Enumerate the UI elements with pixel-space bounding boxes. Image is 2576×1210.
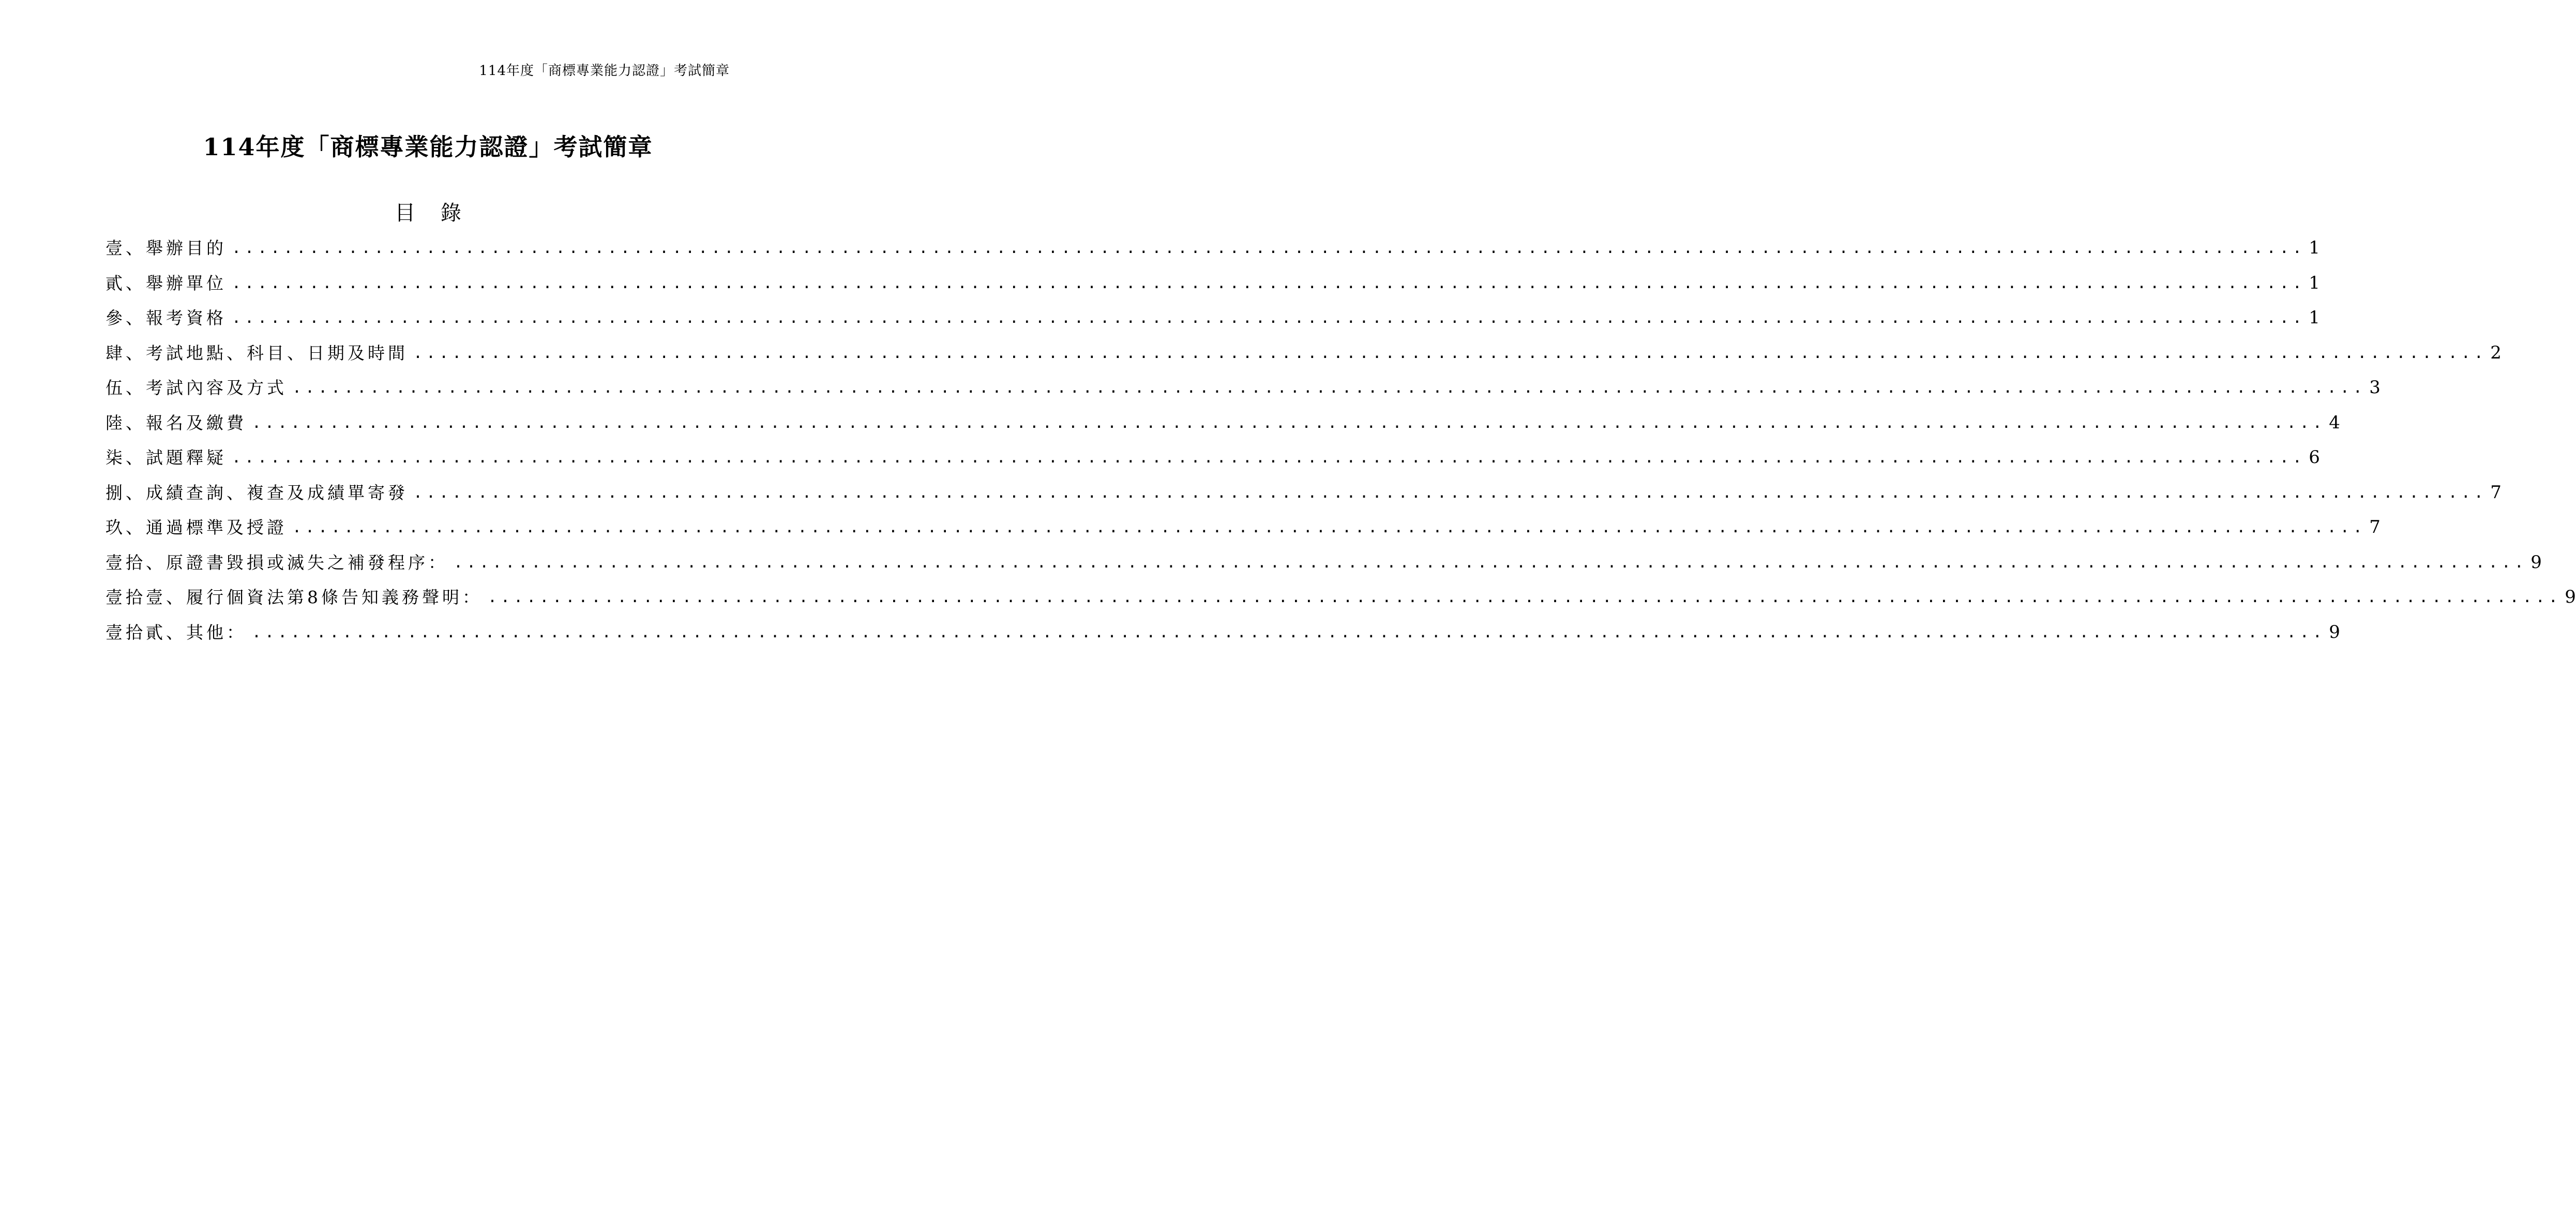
toc-entry[interactable] <box>106 406 2340 441</box>
toc-page-number: 9 <box>2530 551 2542 573</box>
toc-heading <box>0 197 856 226</box>
toc-page-number: 3 <box>2369 377 2381 398</box>
toc-entry[interactable] <box>106 545 2542 580</box>
toc-dot-leader: ................................................................................................................................................................ <box>252 623 2326 641</box>
toc-entry-label: 貳、舉辦單位 <box>106 273 227 293</box>
toc-page-number: 7 <box>2490 482 2502 503</box>
toc-entry-label: 陸、報名及繳費 <box>106 412 247 433</box>
toc-page-number: 2 <box>2490 342 2502 363</box>
toc-entry[interactable] <box>106 266 2320 301</box>
toc-entry[interactable] <box>106 440 2320 475</box>
toc-dot-leader: ................................................................................................................................................................ <box>292 518 2366 536</box>
toc-page-number: 1 <box>2309 307 2320 328</box>
toc-entry[interactable] <box>106 336 2502 371</box>
toc-entry[interactable] <box>106 475 2502 511</box>
toc-heading-char: 目 <box>395 201 416 225</box>
toc-page-number: 1 <box>2309 237 2320 258</box>
toc-entry-label: 壹拾壹、履行個資法第8條告知義務聲明： <box>106 587 483 607</box>
toc-heading-char: 錄 <box>440 201 461 225</box>
toc-entry[interactable] <box>106 231 2320 266</box>
toc-page-number: 4 <box>2329 412 2340 433</box>
toc-entry-label: 柒、試題釋疑 <box>106 447 227 468</box>
toc-page-number: 6 <box>2309 447 2320 468</box>
table-of-contents <box>106 231 2576 650</box>
toc-entry-label: 伍、考試內容及方式 <box>106 378 287 398</box>
toc-entry-label: 捌、成績查詢、複查及成績單寄發 <box>106 482 408 503</box>
toc-dot-leader: ................................................................................................................................................................ <box>454 553 2527 572</box>
toc-entry-label: 玖、通過標準及授證 <box>106 517 287 537</box>
toc-entry[interactable] <box>106 510 2381 545</box>
toc-dot-leader: ................................................................................................................................................................ <box>232 239 2306 257</box>
toc-dot-leader: ................................................................................................................................................................ <box>252 413 2326 432</box>
toc-dot-leader: ................................................................................................................................................................ <box>232 274 2306 292</box>
toc-entry[interactable] <box>106 370 2381 406</box>
running-header: 114年度「商標專業能力認證」考試簡章 <box>479 63 730 79</box>
toc-page-number: 9 <box>2565 587 2576 607</box>
toc-dot-leader: ................................................................................................................................................................ <box>232 449 2306 467</box>
toc-page-number: 1 <box>2309 272 2320 293</box>
document-title: 114年度「商標專業能力認證」考試簡章 <box>203 133 653 161</box>
toc-dot-leader: ................................................................................................................................................................ <box>413 343 2487 362</box>
toc-dot-leader: ................................................................................................................................................................ <box>292 379 2366 397</box>
toc-entry-label: 壹、舉辦目的 <box>106 238 227 258</box>
toc-page-number: 7 <box>2369 517 2381 537</box>
toc-entry-label: 壹拾貳、其他： <box>106 622 247 643</box>
toc-page-number: 9 <box>2329 621 2340 643</box>
toc-dot-leader: ................................................................................................................................................................ <box>413 483 2487 502</box>
toc-dot-leader: ................................................................................................................................................................ <box>488 588 2562 606</box>
toc-entry-label: 參、報考資格 <box>106 308 227 328</box>
toc-entry-label: 肆、考試地點、科目、日期及時間 <box>106 342 408 363</box>
toc-entry[interactable] <box>106 580 2576 615</box>
toc-entry-label: 壹拾、原證書毀損或滅失之補發程序： <box>106 552 448 573</box>
toc-entry[interactable] <box>106 615 2340 650</box>
toc-dot-leader: ................................................................................................................................................................ <box>232 309 2306 327</box>
toc-entry[interactable] <box>106 301 2320 336</box>
